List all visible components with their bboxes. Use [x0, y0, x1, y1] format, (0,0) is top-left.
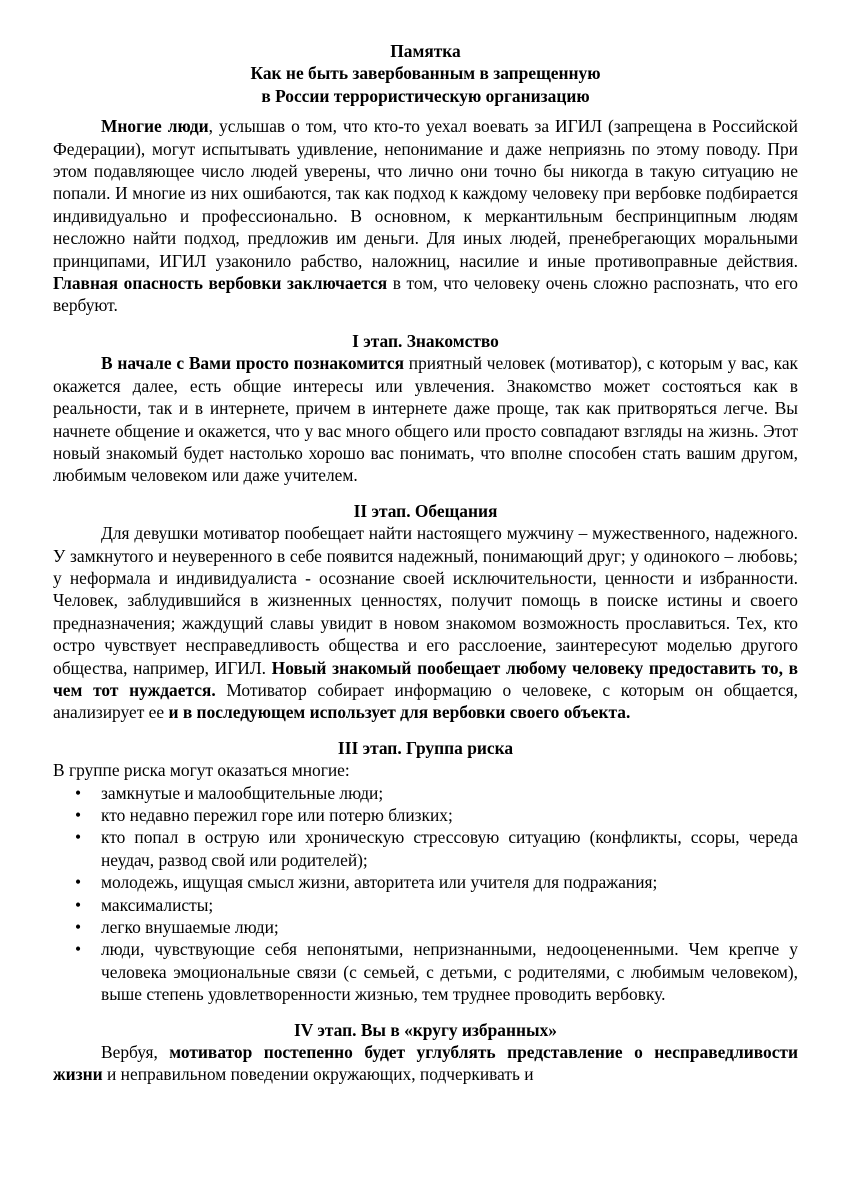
bullet-icon: •: [75, 827, 82, 848]
title-line-3: в России террористическую организацию: [261, 85, 590, 106]
intro-paragraph: [53, 115, 798, 317]
title-line-1: Памятка: [390, 41, 461, 61]
bullet-icon: •: [75, 894, 82, 915]
stage4-bold-1: мотиватор постепенно будет углублять представление о несправедливости жизни: [53, 1042, 798, 1085]
list-item-text: замкнутые и малообщительные люди;: [101, 782, 384, 803]
intro-text-1: , услышав о том, что кто-то уехал воевать за ИГИЛ (запрещена в Российской Федерации), могут испытывать удивление, непонимание и даже неприязнь по этому поводу. При этом подавляющее число людей уверены, что лично они точно бы никогда в такую ситуацию не попали. И многие из них ошибаются, так как подход к каждому человеку при вербовке подбирается индивидуально и профессионально. В основном, к меркантильным беспринципным людям несложно найти подход, предложив им деньги. Для иных людей, пренебрегающих моральными принципами, ИГИЛ узаконило рабство, наложниц, насилие и иные противоправные действия.: [53, 116, 798, 271]
intro-lead-bold: Многие люди: [101, 116, 209, 137]
stage4-text-1: Вербуя,: [101, 1042, 170, 1063]
stage4-heading: IV этап. Вы в «кругу избранных»: [294, 1019, 557, 1040]
list-item-text: люди, чувствующие себя непонятыми, непризнанными, недооцененными. Чем крепче у человека эмоциональные связи (с семьей, с детьми, с родителями, с любимым человеком), выше степень удовлетворенности жизнью, тем труднее проводить вербовку.: [101, 939, 798, 1005]
bullet-icon: •: [75, 917, 82, 938]
stage4-paragraph: [53, 1041, 798, 1086]
stage1-text: приятный человек (мотиватор), с которым у вас, как окажется далее, есть общие интересы или увлечения. Знакомство может состояться как в реальности, так и в интернете, причем в интернете даже проще, так как притворяться легче. Вы начнете общение и окажется, что у вас много общего или просто совпадают взгляды на жизнь. Этот новый знакомый будет настолько хорошо вас понимать, что вполне способен стать вашим другом, любимым человеком или даже учителем.: [53, 353, 798, 486]
list-item-text: кто недавно пережил горе или потерю близких;: [101, 805, 453, 825]
intro-bold-2: Главная опасность вербовки заключается: [53, 273, 388, 294]
stage1-paragraph: [53, 352, 798, 486]
list-item-text: максималисты;: [101, 894, 214, 915]
list-item: [53, 894, 798, 916]
stage2-text-1: Для девушки мотиватор пообещает найти настоящего мужчину – мужественного, надежного. У замкнутого и неуверенного в себе появится надежный, понимающий друг; у одинокого – любовь; у неформала и индивидуалиста - осознание своей исключительности, ценности и избранности. Человек, заблудившийся в жизненных ценностях, получит помощь в поиске истины и своего предназначения; жаждущий славы увидит в новом знакомом возможность прославиться. Тех, кто остро чувствует несправедливость общества и его расслоение, заинтересуют моделью другого общества, например, ИГИЛ.: [53, 523, 798, 678]
intro-text-2: в том, что человеку очень сложно распознать, что его вербуют.: [53, 273, 798, 316]
bullet-icon: •: [75, 872, 82, 893]
stage2-bold-1: Новый знакомый пообещает любому человеку предоставить то, в чем тот нуждается.: [53, 657, 798, 700]
stage2-text-2: Мотиватор собирает информацию о человеке, с которым он общается, анализирует ее: [53, 679, 798, 723]
stage3-heading: III этап. Группа риска: [337, 737, 514, 758]
list-item: [53, 916, 798, 938]
list-item-text: легко внушаемые люди;: [101, 917, 279, 938]
stage2-paragraph: [53, 522, 798, 724]
bullet-icon: •: [75, 782, 82, 803]
list-item: [53, 782, 798, 804]
document-page: [53, 40, 798, 1086]
list-item-text: кто попал в острую или хроническую стрессовую ситуацию (конфликты, ссоры, череда неудач, развод свой или родителей);: [101, 827, 798, 870]
risk-group-list: [53, 782, 798, 1006]
stage1-heading: I этап. Знакомство: [352, 330, 499, 351]
stage1-lead-bold: В начале с Вами просто познакомится: [101, 353, 405, 374]
title-line-2: Как не быть завербованным в запрещенную: [250, 63, 601, 84]
list-item: [53, 871, 798, 893]
stage2-bold-2: и в последующем использует для вербовки своего объекта.: [168, 702, 631, 723]
stage2-heading: II этап. Обещания: [353, 500, 498, 521]
bullet-icon: •: [75, 805, 82, 825]
bullet-icon: •: [75, 939, 82, 960]
list-item: [53, 826, 798, 871]
stage4-text-2: и неправильном поведении окружающих, подчеркивать и: [102, 1064, 534, 1085]
list-item: [53, 804, 798, 826]
list-item-text: молодежь, ищущая смысл жизни, авторитета или учителя для подражания;: [101, 872, 658, 893]
stage3-intro: В группе риска могут оказаться многие:: [53, 760, 350, 781]
document-title: [53, 40, 798, 107]
list-item: [53, 938, 798, 1005]
